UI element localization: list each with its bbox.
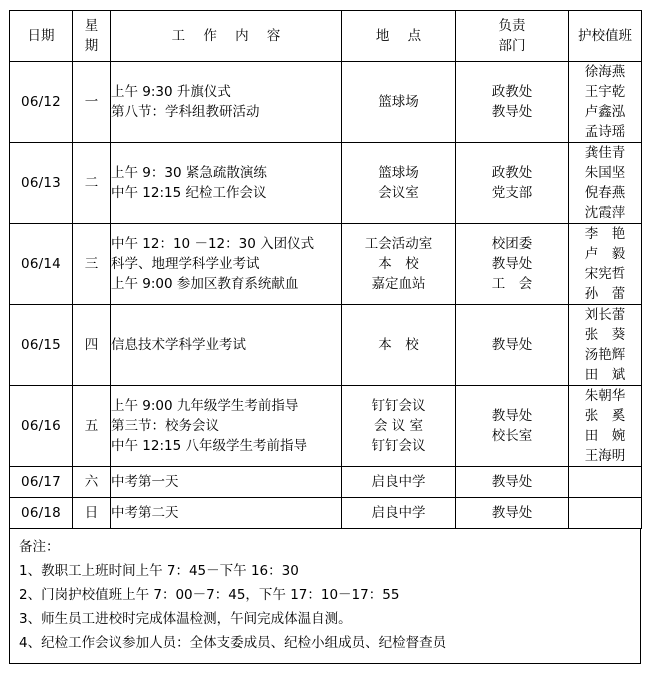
- cell-duty: [569, 386, 642, 467]
- cell-date: 06/15: [10, 305, 73, 386]
- place-line: 启良中学: [371, 474, 426, 490]
- work-line: 科学、地理学科学业考试: [111, 256, 260, 272]
- dept-line: 校长室: [491, 428, 533, 444]
- table-row: [10, 498, 642, 529]
- cell-work-content: [111, 386, 342, 467]
- cell-place: [342, 62, 456, 143]
- duty-name: 王宇乾: [584, 84, 626, 100]
- table-row: [10, 62, 642, 143]
- duty-name: 刘长蕾: [584, 307, 626, 323]
- note-item: 4、纪检工作会议参加人员：全体支委成员、纪检小组成员、纪检督查员: [19, 635, 447, 651]
- cell-department: [456, 386, 569, 467]
- cell-department: [456, 62, 569, 143]
- cell-work-content: [111, 467, 342, 498]
- duty-name: 朱朝华: [584, 388, 626, 404]
- duty-name: 龚佳青: [584, 145, 626, 161]
- dept-line: 政教处: [491, 84, 533, 100]
- table-row: [10, 224, 642, 305]
- duty-name: 王海明: [584, 448, 626, 464]
- duty-name: 沈霞萍: [584, 205, 626, 221]
- cell-duty: [569, 305, 642, 386]
- header-work-content-label: 工 作 内 容: [171, 28, 288, 44]
- duty-name: 张 葵: [584, 327, 626, 343]
- cell-weekday: 二: [73, 143, 111, 224]
- cell-place: [342, 143, 456, 224]
- cell-place: [342, 498, 456, 529]
- dept-line: 教导处: [491, 256, 533, 272]
- cell-department: [456, 305, 569, 386]
- work-line: 上午 9：30 紧急疏散演练: [111, 165, 267, 181]
- dept-line: 教导处: [491, 104, 533, 120]
- duty-name: 徐海燕: [584, 64, 626, 80]
- dept-line: 校团委: [491, 236, 533, 252]
- notes-title: 备注：: [19, 539, 60, 555]
- cell-duty: [569, 143, 642, 224]
- duty-name: 孟诗瑶: [584, 124, 626, 140]
- place-line: 钉钉会议: [371, 438, 426, 454]
- table-row: [10, 386, 642, 467]
- header-department: [456, 11, 569, 62]
- dept-line: 教导处: [491, 505, 533, 521]
- table-body: [10, 62, 642, 529]
- cell-duty: [569, 62, 642, 143]
- duty-name: 宋宪哲: [584, 266, 626, 282]
- cell-duty: [569, 498, 642, 529]
- weekly-schedule-table: [9, 10, 642, 529]
- notes-list: [10, 559, 640, 655]
- cell-date: 06/14: [10, 224, 73, 305]
- duty-name: 田 斌: [584, 367, 626, 383]
- header-department-line2: 部门: [498, 38, 526, 54]
- cell-date: 06/18: [10, 498, 73, 529]
- cell-work-content: [111, 305, 342, 386]
- cell-department: [456, 224, 569, 305]
- place-line: 会 议 室: [373, 418, 424, 434]
- cell-weekday: 日: [73, 498, 111, 529]
- header-work-content: [111, 11, 342, 62]
- work-line: 中午 12：10 －12：30 入团仪式: [111, 236, 315, 252]
- dept-line: 工 会: [491, 276, 533, 292]
- place-line: 工会活动室: [364, 236, 433, 252]
- place-line: 本 校: [378, 256, 419, 272]
- table-row: [10, 305, 642, 386]
- cell-work-content: [111, 143, 342, 224]
- dept-line: 教导处: [491, 474, 533, 490]
- cell-duty: [569, 467, 642, 498]
- cell-weekday: 一: [73, 62, 111, 143]
- dept-line: 教导处: [491, 337, 533, 353]
- note-item: 1、教职工上班时间上午 7：45－下午 16：30: [19, 563, 299, 579]
- header-weekday: [73, 11, 111, 62]
- cell-weekday: 四: [73, 305, 111, 386]
- header-date: 日期: [10, 11, 73, 62]
- place-line: 会议室: [378, 185, 419, 201]
- cell-work-content: [111, 498, 342, 529]
- cell-date: 06/17: [10, 467, 73, 498]
- cell-work-content: [111, 224, 342, 305]
- work-line: 中午 12:15 纪检工作会议: [111, 185, 267, 201]
- work-line: 上午 9:30 升旗仪式: [111, 84, 231, 100]
- cell-place: [342, 386, 456, 467]
- dept-line: 党支部: [491, 185, 533, 201]
- duty-name: 孙 蕾: [584, 286, 626, 302]
- header-weekday-line2: 期: [84, 38, 99, 54]
- work-line: 中午 12:15 八年级学生考前指导: [111, 438, 307, 454]
- work-line: 中考第一天: [111, 474, 179, 490]
- work-line: 中考第二天: [111, 505, 179, 521]
- duty-name: 倪春燕: [584, 185, 626, 201]
- duty-name: 田 婉: [584, 428, 626, 444]
- place-line: 篮球场: [378, 94, 419, 110]
- cell-work-content: [111, 62, 342, 143]
- cell-duty: [569, 224, 642, 305]
- duty-name: 汤艳辉: [584, 347, 626, 363]
- place-line: 钉钉会议: [371, 398, 426, 414]
- work-line: 第三节：校务会议: [111, 418, 219, 434]
- place-line: 本 校: [378, 337, 419, 353]
- place-line: 篮球场: [378, 165, 419, 181]
- work-line: 上午 9:00 参加区教育系统献血: [111, 276, 299, 292]
- header-row: [10, 11, 642, 62]
- cell-place: [342, 467, 456, 498]
- note-item: 3、师生员工进校时完成体温检测，午间完成体温自测。: [19, 611, 352, 627]
- cell-department: [456, 143, 569, 224]
- schedule-sheet: [9, 10, 641, 664]
- dept-line: 教导处: [491, 408, 533, 424]
- cell-place: [342, 224, 456, 305]
- header-place-label: 地 点: [375, 28, 429, 44]
- place-line: 启良中学: [371, 505, 426, 521]
- table-header: [10, 11, 642, 62]
- cell-date: 06/12: [10, 62, 73, 143]
- cell-weekday: 五: [73, 386, 111, 467]
- cell-date: 06/16: [10, 386, 73, 467]
- duty-name: 李 艳: [584, 226, 626, 242]
- cell-weekday: 三: [73, 224, 111, 305]
- cell-date: 06/13: [10, 143, 73, 224]
- duty-name: 卢 毅: [584, 246, 626, 262]
- notes-section: [9, 529, 641, 664]
- note-item: 2、门岗护校值班上午 7：00－7：45，下午 17：10－17：55: [19, 587, 400, 603]
- dept-line: 政教处: [491, 165, 533, 181]
- header-duty: 护校值班: [569, 11, 642, 62]
- duty-name: 张 奚: [584, 408, 626, 424]
- duty-name: 朱国坚: [584, 165, 626, 181]
- work-line: 信息技术学科学业考试: [111, 337, 246, 353]
- cell-department: [456, 498, 569, 529]
- cell-weekday: 六: [73, 467, 111, 498]
- table-row: [10, 467, 642, 498]
- duty-name: 卢鑫泓: [584, 104, 626, 120]
- header-weekday-line1: 星: [84, 18, 99, 34]
- table-row: [10, 143, 642, 224]
- work-line: 上午 9:00 九年级学生考前指导: [111, 398, 299, 414]
- place-line: 嘉定血站: [371, 276, 426, 292]
- header-place: [342, 11, 456, 62]
- cell-place: [342, 305, 456, 386]
- header-department-line1: 负责: [498, 18, 526, 34]
- cell-department: [456, 467, 569, 498]
- work-line: 第八节：学科组教研活动: [111, 104, 260, 120]
